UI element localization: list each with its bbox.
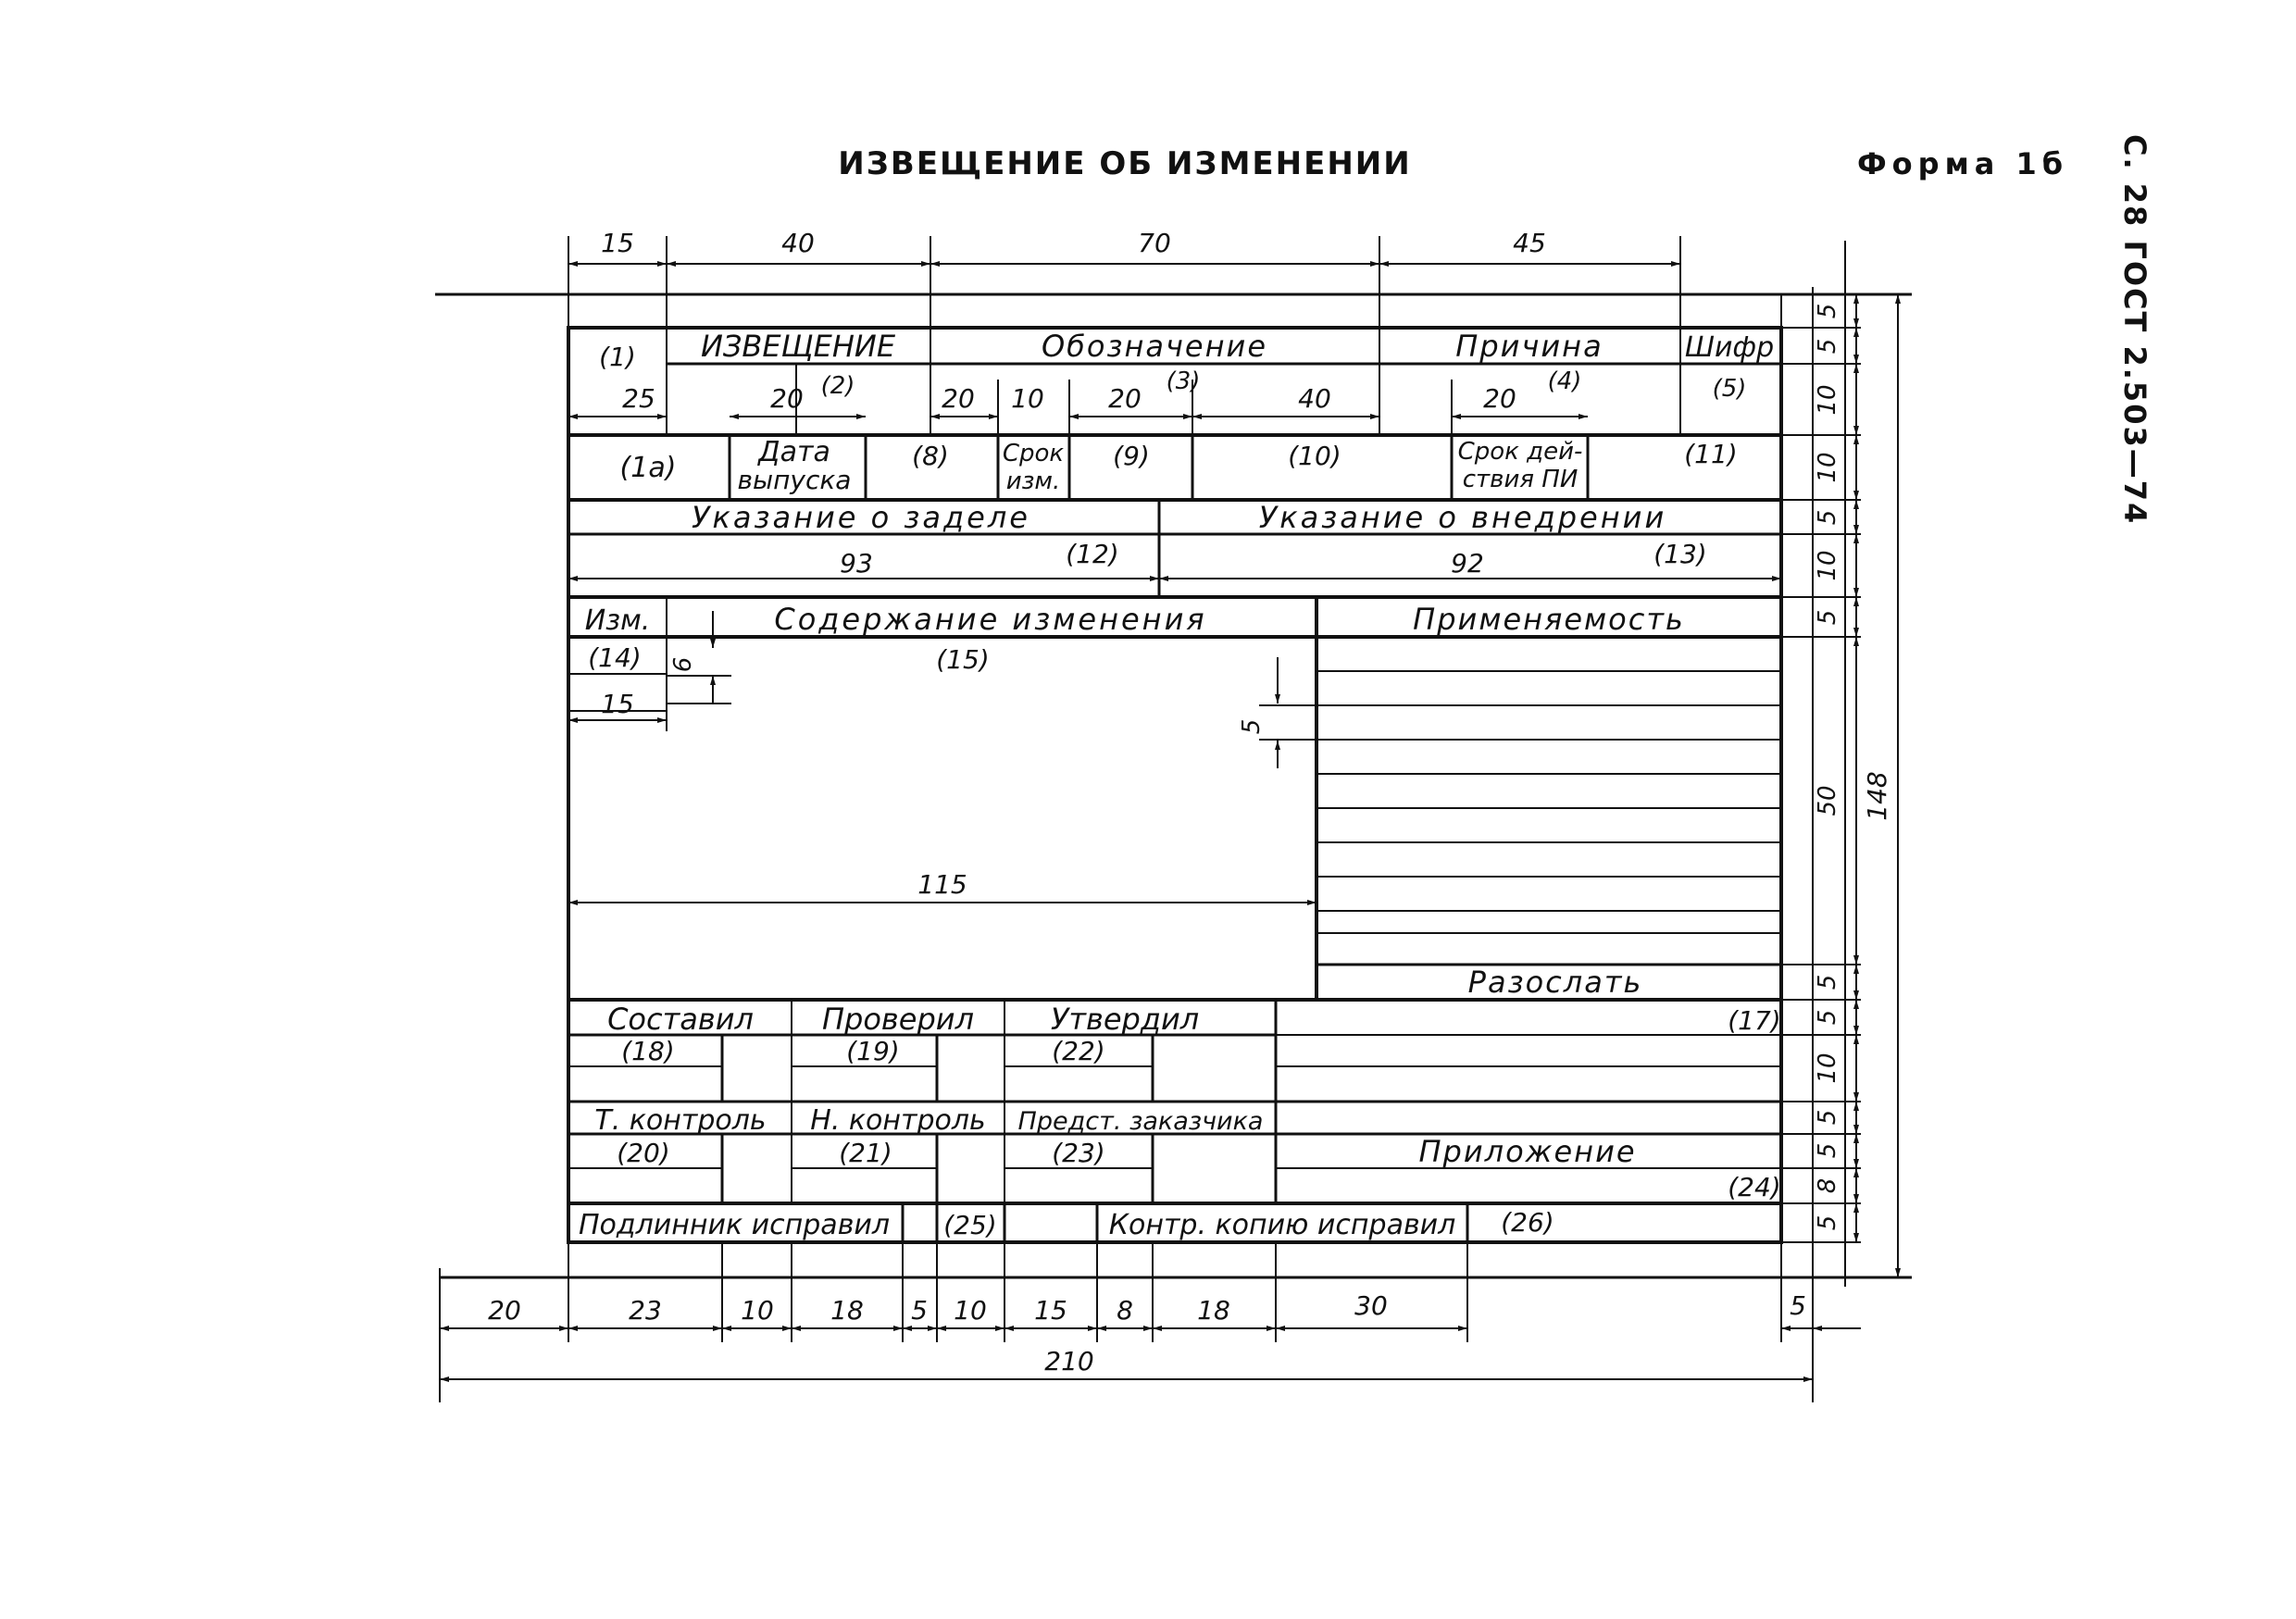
dim-bottom-23: 23 bbox=[629, 1295, 662, 1326]
label-srok-deystviya-line1: Срок дей- bbox=[1457, 438, 1583, 466]
field-13: (13) bbox=[1653, 539, 1707, 569]
field-5: (5) bbox=[1712, 375, 1747, 403]
dim-right-11: 10 bbox=[1814, 1052, 1841, 1084]
dim-right-1: 5 bbox=[1814, 303, 1841, 319]
dim-20-a: 20 bbox=[770, 383, 804, 414]
label-data-line2: выпуска bbox=[737, 465, 852, 495]
dim-bottom-30: 30 bbox=[1354, 1290, 1388, 1321]
field-4: (4) bbox=[1547, 367, 1582, 395]
form-label: Форма 1б bbox=[1856, 146, 2069, 181]
dim-bottom-20: 20 bbox=[488, 1295, 521, 1326]
dim-right-12: 5 bbox=[1814, 1109, 1841, 1126]
dim-bottom-15: 15 bbox=[1034, 1295, 1067, 1326]
dim-bottom-18-b: 18 bbox=[1197, 1295, 1230, 1326]
label-data-line1: Дата bbox=[758, 436, 830, 468]
field-8: (8) bbox=[912, 441, 949, 471]
dim-20-c: 20 bbox=[1108, 383, 1142, 414]
field-17: (17) bbox=[1728, 1005, 1781, 1036]
label-oboznachenie: Обозначение bbox=[1041, 329, 1268, 364]
label-ukazanie-zadel: Указание о заделе bbox=[692, 500, 1030, 535]
dim-right-13: 5 bbox=[1814, 1142, 1841, 1159]
field-23: (23) bbox=[1052, 1138, 1105, 1168]
dim-top-40: 40 bbox=[781, 228, 815, 258]
field-25: (25) bbox=[943, 1210, 997, 1240]
label-ukazanie-vnedrenie: Указание о внедрении bbox=[1258, 500, 1667, 535]
dim-bottom-10-a: 10 bbox=[741, 1295, 774, 1326]
label-proveril: Проверил bbox=[821, 1002, 975, 1037]
field-14: (14) bbox=[588, 642, 642, 673]
dim-right-9: 5 bbox=[1814, 974, 1841, 990]
dim-bottom-5-b: 5 bbox=[1790, 1290, 1806, 1321]
standard-reference: С. 28 ГОСТ 2.503—74 bbox=[2117, 134, 2152, 526]
dim-right-5: 5 bbox=[1814, 509, 1841, 526]
dim-top-15: 15 bbox=[601, 228, 634, 258]
dim-bottom-5-a: 5 bbox=[911, 1295, 928, 1326]
label-prilozhenie: Приложение bbox=[1418, 1134, 1637, 1169]
field-9: (9) bbox=[1113, 441, 1150, 471]
label-izm: Изм. bbox=[584, 604, 651, 637]
dim-6: 6 bbox=[669, 656, 697, 673]
label-srok-line1: Срок bbox=[1002, 440, 1065, 467]
dim-20-b: 20 bbox=[942, 383, 975, 414]
field-24: (24) bbox=[1728, 1172, 1781, 1202]
dim-right-14: 8 bbox=[1814, 1177, 1841, 1194]
label-prichina: Причина bbox=[1455, 329, 1603, 364]
dim-top-70: 70 bbox=[1138, 228, 1171, 258]
field-2: (2) bbox=[820, 372, 855, 400]
dim-115: 115 bbox=[917, 869, 967, 900]
label-shifr: Шифр bbox=[1684, 331, 1775, 364]
dim-92: 92 bbox=[1451, 548, 1484, 579]
dim-20-d: 20 bbox=[1483, 383, 1516, 414]
dim-total-height: 148 bbox=[1862, 771, 1892, 821]
dim-10: 10 bbox=[1011, 383, 1044, 414]
label-primenyaemost: Применяемость bbox=[1413, 602, 1685, 637]
label-razoslat: Разослать bbox=[1467, 965, 1643, 1000]
dim-total-width: 210 bbox=[1044, 1346, 1094, 1376]
field-19: (19) bbox=[846, 1036, 900, 1066]
field-22: (22) bbox=[1052, 1036, 1105, 1066]
field-10: (10) bbox=[1288, 441, 1341, 471]
label-kontr-kopiyu-ispravil: Контр. копию исправил bbox=[1108, 1209, 1456, 1241]
field-1: (1) bbox=[599, 342, 636, 372]
field-11: (11) bbox=[1684, 439, 1738, 469]
dim-right-10: 5 bbox=[1814, 1009, 1841, 1026]
field-26: (26) bbox=[1501, 1207, 1554, 1238]
dim-right-2: 5 bbox=[1814, 338, 1841, 355]
field-18: (18) bbox=[621, 1036, 675, 1066]
label-n-kontrol: Н. контроль bbox=[810, 1104, 986, 1137]
label-utverdil: Утвердил bbox=[1050, 1002, 1200, 1037]
label-srok-deystviya-line2: ствия ПИ bbox=[1462, 466, 1578, 493]
label-srok-line2: изм. bbox=[1005, 467, 1061, 495]
dim-right-6: 10 bbox=[1814, 550, 1841, 581]
label-predst-zakazchika: Предст. заказчика bbox=[1017, 1107, 1264, 1136]
dim-bottom-10-b: 10 bbox=[954, 1295, 987, 1326]
field-15: (15) bbox=[936, 644, 990, 675]
field-3: (3) bbox=[1166, 367, 1201, 395]
label-soderzhanie: Содержание изменения bbox=[774, 602, 1207, 637]
dim-15-small: 15 bbox=[601, 689, 634, 719]
dim-right-4: 10 bbox=[1814, 452, 1841, 483]
label-sostavil: Составил bbox=[607, 1002, 754, 1037]
dim-right-3: 10 bbox=[1814, 384, 1841, 416]
field-21: (21) bbox=[839, 1138, 892, 1168]
dim-right-8: 50 bbox=[1814, 785, 1841, 816]
page-title: ИЗВЕЩЕНИЕ ОБ ИЗМЕНЕНИИ bbox=[838, 145, 1412, 182]
dim-5-content: 5 bbox=[1238, 718, 1266, 735]
field-12: (12) bbox=[1066, 539, 1119, 569]
dim-bottom-18-a: 18 bbox=[830, 1295, 864, 1326]
dim-25: 25 bbox=[622, 383, 655, 414]
dim-93: 93 bbox=[840, 548, 873, 579]
field-20: (20) bbox=[617, 1138, 670, 1168]
label-izveshchenie: ИЗВЕЩЕНИЕ bbox=[700, 329, 896, 364]
label-podlinnik-ispravil: Подлинник исправил bbox=[578, 1209, 891, 1241]
label-t-kontrol: Т. контроль bbox=[594, 1104, 767, 1137]
dim-40: 40 bbox=[1298, 383, 1331, 414]
dim-top-45: 45 bbox=[1513, 228, 1546, 258]
field-1a: (1а) bbox=[619, 452, 677, 484]
dim-bottom-8: 8 bbox=[1117, 1295, 1133, 1326]
dim-right-7: 5 bbox=[1814, 609, 1841, 626]
dim-right-15: 5 bbox=[1814, 1214, 1841, 1231]
